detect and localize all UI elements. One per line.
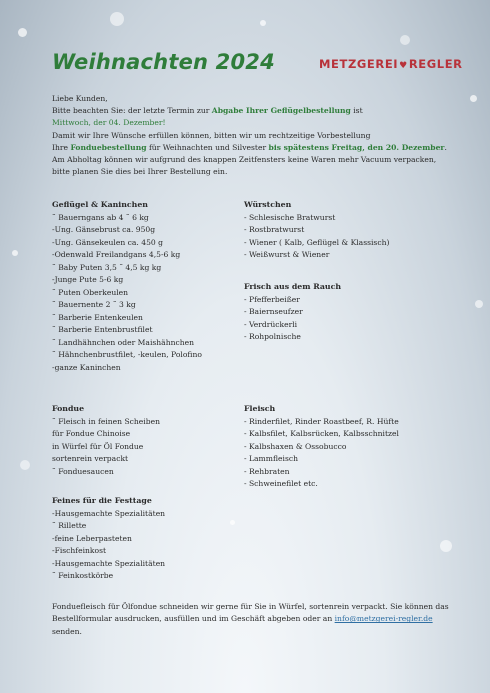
highlight-text: Fonduebestellung [70, 142, 147, 152]
list-item: - Kalbshaxen & Ossobucco [244, 441, 347, 451]
text: für Weihnachten und Silvester [146, 142, 269, 152]
list-item: ˜ Landhähnchen oder Maishähnchen [52, 337, 195, 347]
logo-text-left: METZGEREI [319, 57, 399, 71]
section-fondue [52, 403, 160, 478]
brand-logo [319, 57, 463, 71]
list-item: -Fischfeinkost [52, 546, 107, 555]
page-title: Weihnachten 2024 [52, 50, 275, 74]
list-item: - Schlesische Bratwurst [244, 212, 336, 222]
text: ist [350, 106, 363, 116]
greeting: Liebe Kunden, [52, 94, 108, 103]
list-item: ˜ Bauernente 2 ˜ 3 kg [52, 300, 136, 309]
list-item: ˜ Barberie Entenbrustfilet [52, 325, 153, 334]
email-link[interactable]: info@metzgerei-regler.de [334, 614, 433, 624]
section-feines [52, 495, 165, 583]
item-list [244, 416, 399, 491]
item-list [244, 294, 341, 344]
intro-line: Damit wir Ihre Wünsche erfüllen können, bitten wir um rechtzeitige Vorbestellung [52, 130, 371, 140]
heart-icon: ♥ [399, 61, 408, 71]
list-item: ˜ Puten Oberkeulen [52, 287, 129, 297]
list-item: ˜ Barberie Entenkeulen [52, 312, 143, 322]
list-item: ˜ Hähnchenbrustfilet, -keulen, Polofino [52, 350, 202, 359]
list-item: für Fondue Chinoise [52, 429, 131, 438]
list-item: ˜ Feinkostkörbe [52, 571, 114, 580]
list-item: - Weißwurst & Wiener [244, 250, 330, 259]
logo-text-right: REGLER [408, 57, 463, 71]
section-gefluegel [52, 199, 202, 374]
list-item: - Rehbraten [244, 466, 290, 476]
section-rauch [244, 281, 341, 344]
list-item: ˜ Fleisch in feinen Scheiben [52, 416, 160, 426]
list-item: ˜ Rillette [52, 521, 87, 530]
list-item: - Baiernseufzer [244, 307, 303, 316]
list-item: -Ung. Gänsebrust ca. 950g [52, 225, 156, 234]
list-item: sortenrein verpackt [52, 454, 129, 463]
outro-end: senden. [52, 626, 82, 636]
deadline-date: Mittwoch, der 04. Dezember! [52, 118, 166, 128]
list-item: ˜ Fonduesaucen [52, 466, 114, 476]
text: Bitte beachten Sie: der letzte Termin zur [52, 106, 212, 116]
section-heading: Würstchen [244, 200, 292, 209]
section-fleisch [244, 403, 399, 491]
list-item: -Odenwald Freilandgans 4,5-6 kg [52, 250, 181, 259]
list-item: -feine Leberpasteten [52, 533, 132, 543]
item-list [244, 212, 389, 262]
list-item: -Junge Pute 5-6 kg [52, 275, 124, 284]
list-item: -Hausgemachte Spezialitäten [52, 508, 166, 518]
intro-text [52, 93, 462, 178]
list-item: - Pfefferbeißer [244, 294, 300, 304]
item-list [52, 508, 165, 583]
list-item: ˜ Bauerngans ab 4 ˜ 6 kg [52, 212, 149, 222]
intro-line [52, 105, 462, 117]
outro-text [52, 601, 462, 638]
section-wuerstchen [244, 199, 389, 262]
list-item: -Hausgemachte Spezialitäten [52, 558, 166, 568]
list-item: - Rostbratwurst [244, 225, 305, 234]
list-item: - Rinderfilet, Rinder Roastbeef, R. Hüfte [244, 416, 399, 426]
section-heading: Geflügel & Kaninchen [52, 200, 148, 209]
intro-line: bitte planen Sie dies bei Ihrer Bestellung ein. [52, 167, 228, 177]
item-list [52, 416, 160, 479]
section-heading: Frisch aus dem Rauch [244, 282, 341, 291]
list-item: - Lammfleisch [244, 454, 298, 463]
text: . [444, 142, 447, 152]
list-item: in Würfel für Öl Fondue [52, 441, 144, 451]
intro-line [52, 142, 462, 154]
list-item: - Rohpolnische [244, 332, 301, 341]
list-item: - Kalbsfilet, Kalbsrücken, Kalbsschnitzel [244, 429, 399, 438]
list-item: -Ung. Gänsekeulen ca. 450 g [52, 237, 164, 247]
item-list [52, 212, 202, 375]
list-item: - Wiener ( Kalb, Geflügel & Klassisch) [244, 237, 390, 247]
list-item: - Schweinefilet etc. [244, 479, 318, 488]
highlight-text: bis spätestens Freitag, den 20. Dezember [268, 142, 445, 152]
list-item: -ganze Kaninchen [52, 362, 121, 372]
highlight-text: Abgabe Ihrer Geflügelbestellung [211, 106, 351, 116]
list-item: - Verdrückerli [244, 319, 298, 329]
section-heading: Feines für die Festtage [52, 496, 152, 505]
section-heading: Fleisch [244, 404, 276, 413]
text: Ihre [52, 142, 71, 152]
outro-body: Fonduefleisch für Ölfondue schneiden wir gerne für Sie in Würfel, sortenrein verpackt. Sie können das Bestellformular ausdrucken, ausfüllen und im Geschäft abgeben oder an [52, 602, 449, 624]
intro-line: Am Abholtag können wir aufgrund des knappen Zeitfensters keine Waren mehr Vacuum verpacken, [52, 155, 437, 165]
section-heading: Fondue [52, 404, 85, 413]
list-item: ˜ Baby Puten 3,5 ˜ 4,5 kg kg [52, 262, 162, 272]
